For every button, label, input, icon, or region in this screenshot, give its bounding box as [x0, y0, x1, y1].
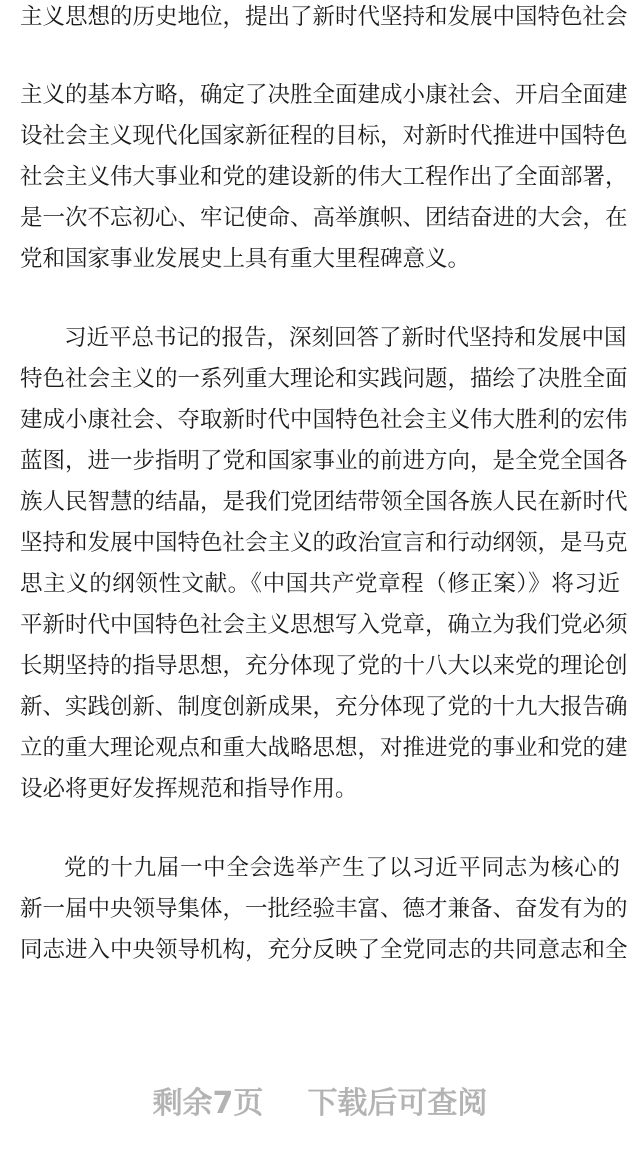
text-line: 设社会主义现代化国家新征程的目标，对新时代推进中国特色: [20, 123, 628, 149]
text-line: 特色社会主义的一系列重大理论和实践问题，描绘了决胜全面: [20, 366, 628, 392]
text-line: 主义的基本方略，确定了决胜全面建成小康社会、开启全面建: [20, 82, 628, 108]
text-line: 是一次不忘初心、牢记使命、高举旗帜、团结奋进的大会，在: [20, 205, 628, 231]
text-line: 习近平总书记的报告，深刻回答了新时代坚持和发展中国: [64, 325, 627, 351]
text-line: 立的重大理论观点和重大战略思想，对推进党的事业和党的建: [20, 735, 628, 761]
download-to-view-text: 下载后可查阅: [307, 1086, 488, 1121]
text-line: 党的十九届一中全会选举产生了以习近平同志为核心的: [64, 855, 620, 881]
remaining-pages-text: 剩余7页: [152, 1086, 264, 1121]
text-line: 族人民智慧的结晶，是我们党团结带领全国各族人民在新时代: [20, 489, 628, 515]
text-line: 党和国家事业发展史上具有重大里程碑意义。: [20, 246, 471, 272]
download-prompt[interactable]: [0, 1084, 640, 1124]
text-line: 新、实践创新、制度创新成果，充分体现了党的十九大报告确: [20, 694, 628, 720]
text-line: 设必将更好发挥规范和指导作用。: [20, 776, 358, 802]
text-line: 坚持和发展中国特色社会主义的政治宣言和行动纲领，是马克: [20, 530, 628, 556]
text-line: 同志进入中央领导机构，充分反映了全党同志的共同意志和全: [20, 937, 628, 963]
text-line: 长期坚持的指导思想，充分体现了党的十八大以来党的理论创: [20, 653, 628, 679]
text-line: 主义思想的历史地位，提出了新时代坚持和发展中国特色社会: [20, 4, 628, 30]
text-line: 平新时代中国特色社会主义思想写入党章，确立为我们党必须: [20, 612, 628, 638]
text-line: 建成小康社会、夺取新时代中国特色社会主义伟大胜利的宏伟: [20, 407, 628, 433]
text-line: 思主义的纲领性文献。《中国共产党章程（修正案）》将习近: [20, 571, 620, 597]
text-line: 蓝图，进一步指明了党和国家事业的前进方向，是全党全国各: [20, 448, 628, 474]
text-line: 新一届中央领导集体，一批经验丰富、德才兼备、奋发有为的: [20, 896, 628, 922]
text-line: 社会主义伟大事业和党的建设新的伟大工程作出了全面部署，: [20, 164, 628, 190]
